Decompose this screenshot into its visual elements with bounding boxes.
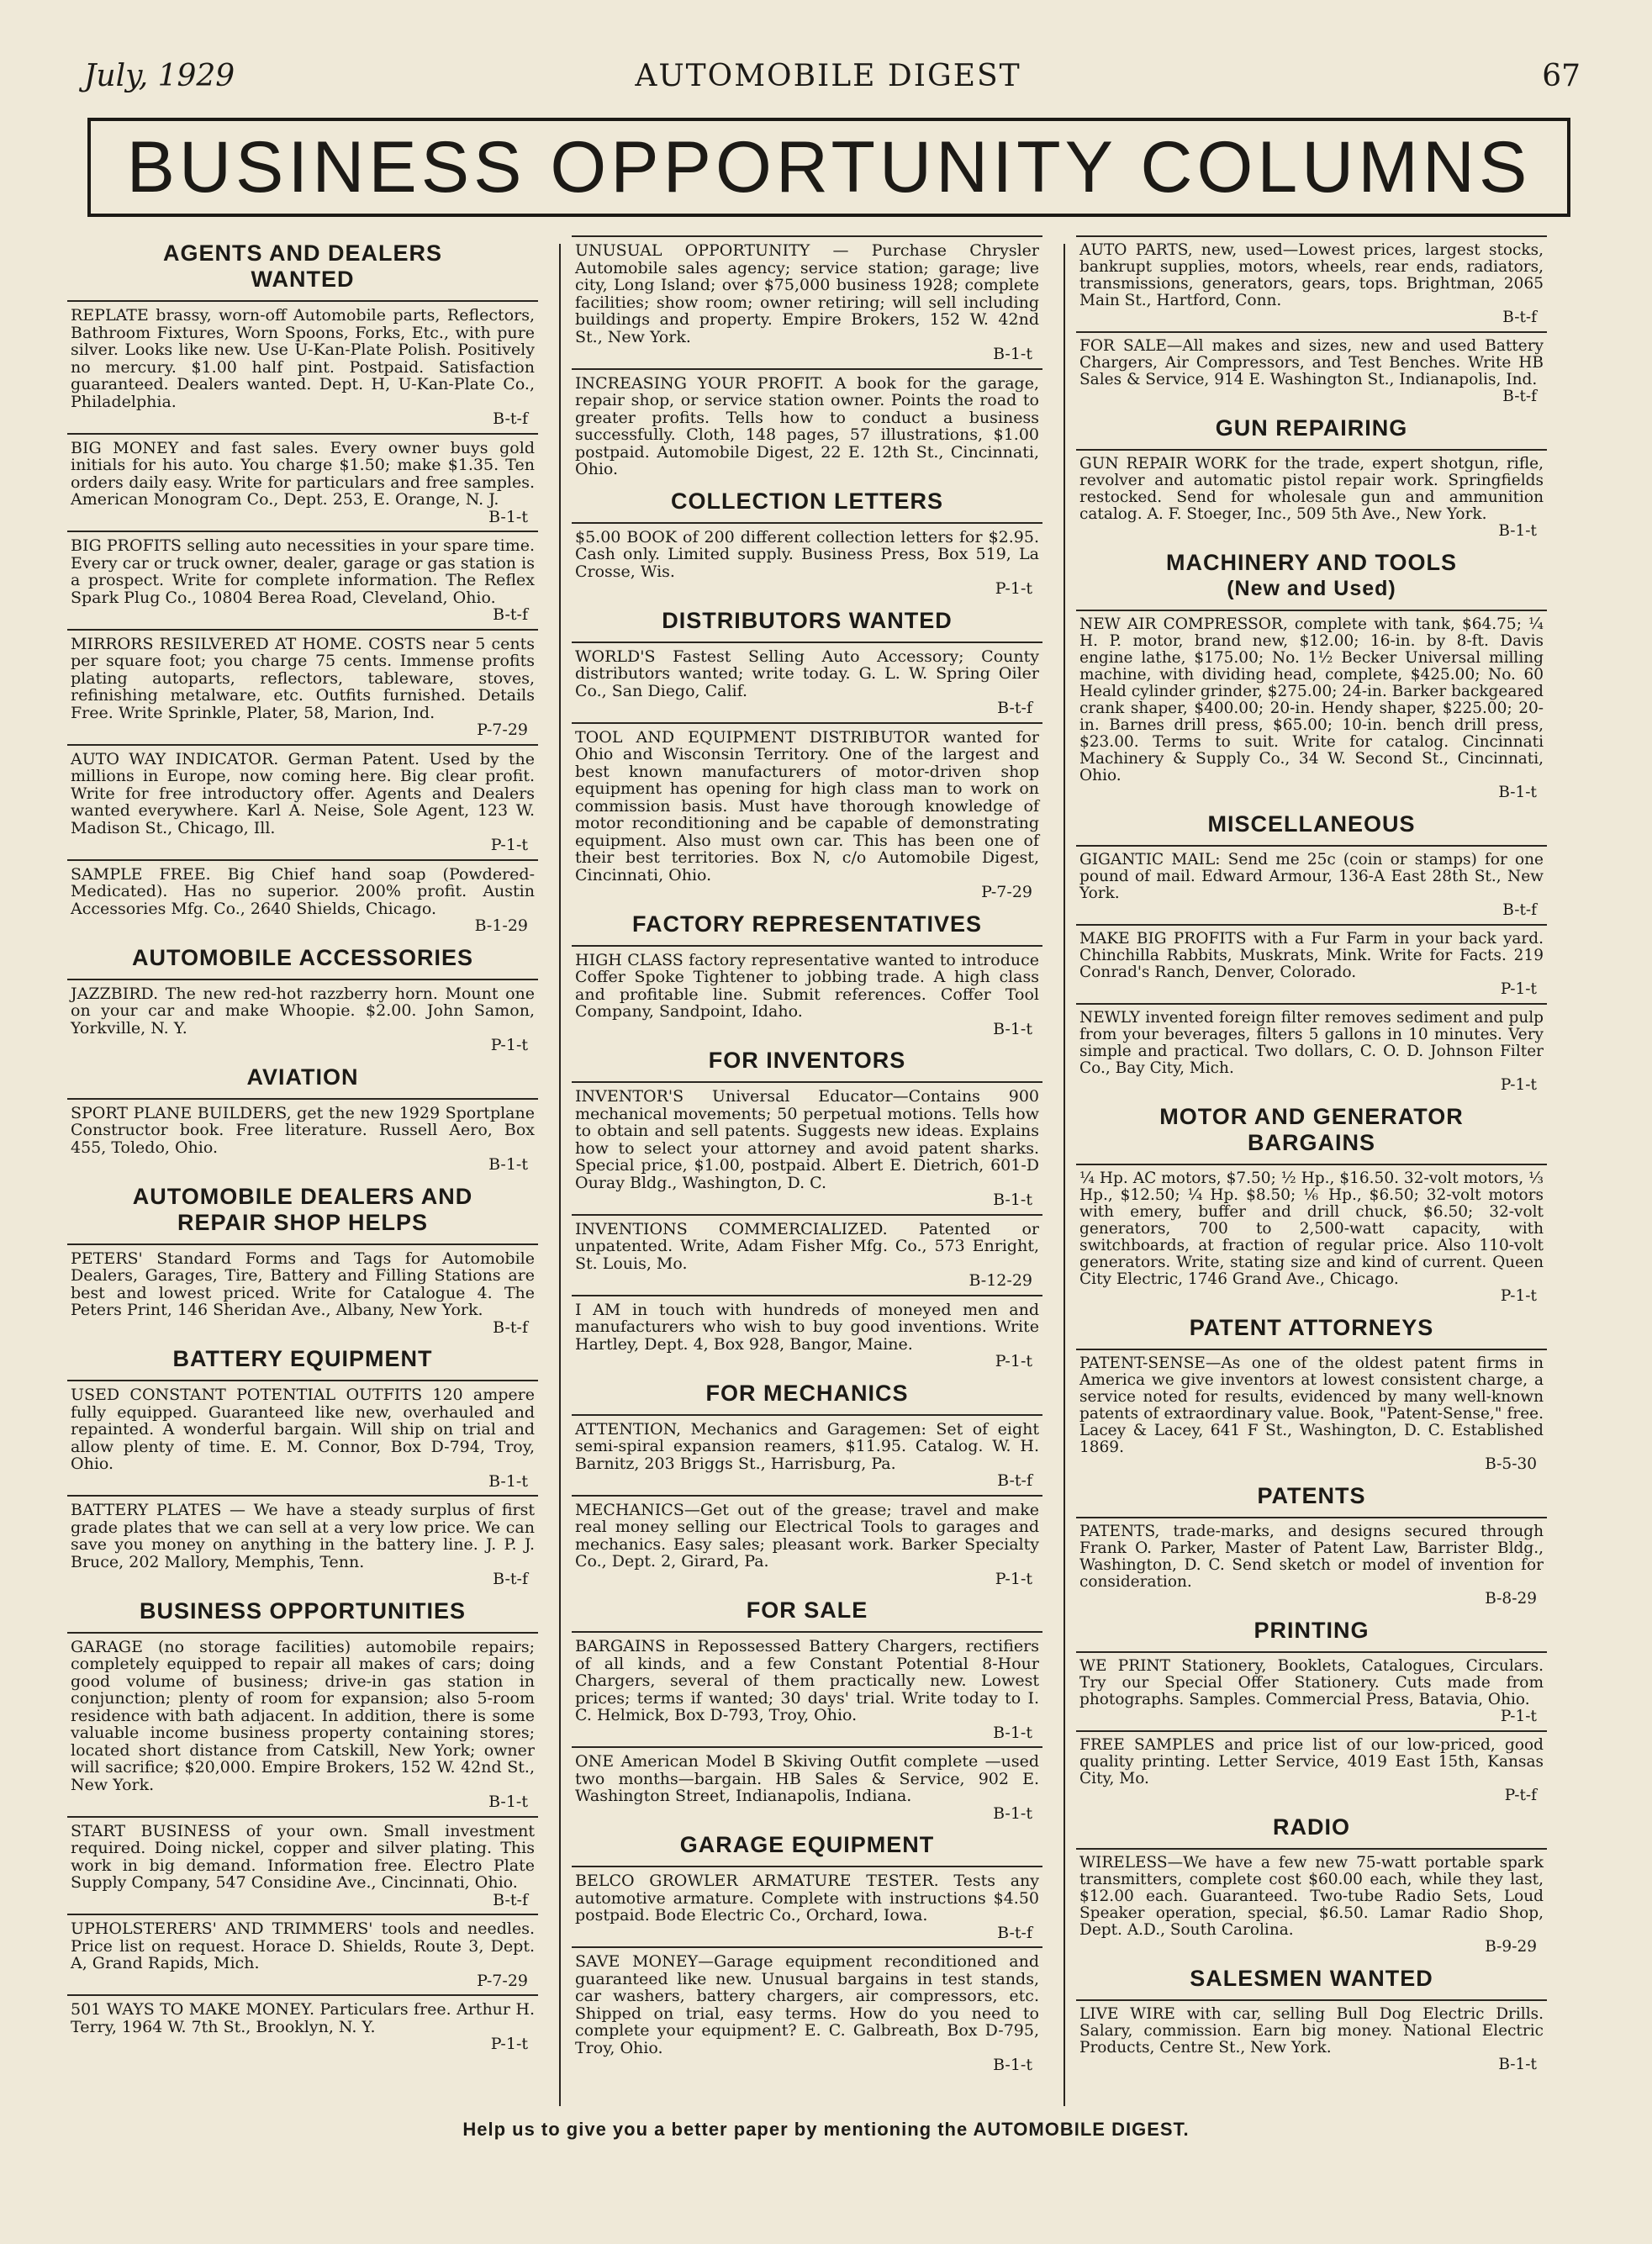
ad-code: P-1-t	[490, 1036, 528, 1054]
ad-code: P-1-t	[490, 836, 528, 854]
ad-code: P-1-t	[1500, 1076, 1537, 1094]
section-heading-line: FOR SALE	[746, 1597, 868, 1623]
classified-ad	[67, 300, 538, 433]
section-heading	[67, 945, 538, 971]
ad-code: P-1-t	[995, 579, 1032, 598]
classified-ad	[1076, 1164, 1547, 1310]
classified-ad	[572, 522, 1042, 603]
ad-text: LIVE WIRE with car, selling Bull Dog Electric Drills. Salary, commission. Earn big money. National Electric Products, Centre St., New York.	[1079, 2005, 1544, 2057]
column-rule	[559, 244, 561, 2106]
ad-code: B-t-f	[493, 1890, 528, 1909]
section-heading-line: WANTED	[251, 267, 355, 292]
ad-text: AUTO PARTS, new, used—Lowest prices, largest stocks, bankrupt supplies, motors, wheels, rear ends, radiators, transmissions, generators, gears, tops. Brightman, 2065 Main St., Hartford, Conn.	[1079, 241, 1544, 309]
ad-code: B-1-t	[993, 345, 1032, 363]
classified-ad	[572, 1746, 1042, 1827]
section-heading-line: AUTOMOBILE DEALERS AND	[132, 1183, 473, 1209]
section-heading	[572, 1832, 1042, 1858]
section-heading	[1076, 811, 1547, 837]
classified-ad	[572, 1866, 1042, 1946]
section-heading-line: FOR MECHANICS	[705, 1380, 909, 1406]
ad-text: WORLD'S Fastest Selling Auto Accessory; County distributors wanted; write today. G. L. W. Spring Oiler Co., San Diego, Calif.	[575, 647, 1039, 700]
classified-ad	[67, 1243, 538, 1342]
ad-text: BATTERY PLATES — We have a steady surplus of first grade plates that we can sell at a very low price. We can save you money on anything in the battery line. J. P. J. Bruce, 202 Mallory, Memphis, Tenn.	[71, 1501, 535, 1571]
section-heading-line: MISCELLANEOUS	[1207, 811, 1416, 837]
classified-ad	[67, 1098, 538, 1179]
classified-ad	[572, 1631, 1042, 1746]
ad-text: SAVE MONEY—Garage equipment reconditioned and guaranteed like new. Unusual bargains in test stands, car washers, battery chargers, air compressors, etc. Shipped on trial, easy terms. How do you need to complete your equipment? E. C. Galbreath, Box D-795, Troy, Ohio.	[575, 1952, 1039, 2057]
ad-code: B-1-t	[993, 2056, 1032, 2074]
ad-code: B-1-t	[488, 1155, 528, 1174]
section-heading	[1076, 1315, 1547, 1341]
column-left	[67, 235, 538, 2058]
ad-text: NEW AIR COMPRESSOR, complete with tank, $64.75; ¼ H. P. motor, brand new, $12.00; 16-in. by 8-ft. Davis engine lathe, $175.00; No. 1½ Becker Universal milling machine, with dividing head, complete, $425.00; No. 60 Heald cylinder grinder, $275.00; 24-in. Barker backgeared crank shaper, $400.00; 20-in. Hendy shaper, $225.00; 20-in. Barnes drill press, $65.00; 10-in. bench drill press, $23.00. Terms to suit. Write for catalog. Cincinnati Machinery & Supply Co., 34 W. Second St., Cincinnati, Ohio.	[1079, 615, 1544, 784]
ad-text: BARGAINS in Repossessed Battery Chargers, rectifiers of all kinds, and a few Constant Potential 8-Hour Chargers, several of them practically new. Lowest prices; terms if wanted; 30 days' trial. Write today to I. C. Helmick, Box D-793, Troy, Ohio.	[575, 1637, 1039, 1724]
section-heading-line: BATTERY EQUIPMENT	[172, 1346, 433, 1371]
section-heading	[572, 608, 1042, 634]
ad-text: FREE SAMPLES and price list of our low-priced, good quality printing. Letter Service, 4019 East 15th, Kansas City, Mo.	[1079, 1736, 1544, 1787]
section-heading	[572, 911, 1042, 937]
ad-text: INVENTIONS COMMERCIALIZED. Patented or unpatented. Write, Adam Fisher Mfg. Co., 573 Enright, St. Louis, Mo.	[575, 1219, 1039, 1273]
ad-code: B-8-29	[1485, 1590, 1537, 1608]
classified-ad	[572, 368, 1042, 483]
ad-code: B-1-t	[993, 1723, 1032, 1742]
ad-code: P-7-29	[477, 1971, 528, 1990]
section-heading-line: BARGAINS	[1247, 1130, 1375, 1155]
classified-ad	[67, 744, 538, 859]
classified-ad	[67, 1380, 538, 1495]
section-heading	[67, 1346, 538, 1372]
ad-text: PETERS' Standard Forms and Tags for Automobile Dealers, Garages, Tire, Battery and Filling Stations are best and lowest priced. Write for Catalogue 4. The Peters Print, 146 Sheridan Ave., Albany, New York.	[71, 1249, 535, 1319]
footer-note: Help us to give you a better paper by mentioning the AUTOMOBILE DIGEST.	[462, 2119, 1190, 2140]
classified-ad	[572, 945, 1042, 1043]
publication-title: AUTOMOBILE DIGEST	[635, 59, 1021, 93]
classified-ad	[67, 979, 538, 1059]
section-heading-line: FACTORY REPRESENTATIVES	[631, 911, 983, 937]
section-heading-line: MOTOR AND GENERATOR	[1159, 1104, 1464, 1129]
section-heading	[67, 240, 538, 293]
section-heading-line: AVIATION	[246, 1064, 359, 1090]
ad-code: B-1-29	[474, 916, 528, 935]
ad-code: B-1-t	[1498, 522, 1537, 540]
ad-code: B-5-30	[1485, 1455, 1537, 1473]
section-heading	[1076, 1483, 1547, 1509]
section-heading	[67, 1184, 538, 1236]
ad-code: B-1-t	[993, 1803, 1032, 1823]
page-number: 67	[1542, 59, 1581, 93]
ad-text: NEWLY invented foreign filter removes sediment and pulp from your beverages, filters 5 gallons in 10 minutes. Very simple and practical. Two dollars, C. O. D. Johnson Filter Co., Bay City, Mich.	[1079, 1009, 1544, 1077]
ad-text: GUN REPAIR WORK for the trade, expert shotgun, rifle, revolver and automatic pistol repair work. Springfields restocked. Send for wholesale gun and ammunition catalog. A. F. Stoeger, Inc., 509 5th Ave., New York.	[1079, 455, 1544, 523]
ad-text: $5.00 BOOK of 200 different collection letters for $2.95. Cash only. Limited supply. Business Press, Box 519, La Crosse, Wis.	[575, 527, 1039, 581]
classified-ad	[572, 1081, 1042, 1214]
ad-text: BIG MONEY and fast sales. Every owner buys gold initials for his auto. You charge $1.50; make $1.35. Ten orders daily easy. Write for particulars and free samples. American Monogram Co., Dept. 253, E. Orange, N. J.	[71, 438, 535, 509]
section-heading	[572, 1381, 1042, 1407]
section-heading	[572, 488, 1042, 515]
ad-code: B-1-t	[993, 1191, 1032, 1209]
classified-ad	[572, 1414, 1042, 1495]
section-heading-line: RADIO	[1273, 1814, 1350, 1840]
ad-text: ¼ Hp. AC motors, $7.50; ½ Hp., $16.50. 32-volt motors, ⅓ Hp., $12.50; ¼ Hp. $8.50; ⅙ Hp., $6.50; 32-volt motors with emery, buffer and drill chuck, $6.50; 32-volt generators, 700 to 2,500-watt capacity, with switchboards, at fraction of regular price. Also 110-volt generators. Write, stating size and kind of current. Queen City Electric, 1746 Grand Ave., Chicago.	[1079, 1170, 1544, 1288]
section-heading	[1076, 1966, 1547, 1992]
ad-code: B-9-29	[1485, 1938, 1537, 1956]
classified-ad	[67, 1495, 538, 1593]
section-heading	[67, 1598, 538, 1624]
section-heading-line: PATENT ATTORNEYS	[1189, 1315, 1434, 1340]
ad-code: B-1-t	[488, 1471, 528, 1491]
classified-ad	[1076, 1730, 1547, 1809]
ad-code: P-1-t	[490, 2035, 528, 2053]
ad-text: INCREASING YOUR PROFIT. A book for the garage, repair shop, or service station owner. Points the road to greater profits. Tells how to conduct a business successfully. Cloth, 148 pages, 57 illustrations, $1.00 postpaid. Automobile Digest, 22 E. 12th St., Cincinnati, Ohio.	[575, 373, 1039, 478]
ad-text: MAKE BIG PROFITS with a Fur Farm in your back yard. Chinchilla Rabbits, Muskrats, Mink. Write for Facts. 219 Conrad's Ranch, Denver, Colorado.	[1079, 930, 1544, 981]
classified-ad	[1076, 1349, 1547, 1478]
ad-text: MECHANICS—Get out of the grease; travel and make real money selling our Electrical Tools to garages and mechanics. Easy sales; pleasant work. Barker Specialty Co., Dept. 2, Girard, Pa.	[575, 1500, 1039, 1571]
ad-text: WIRELESS—We have a few new 75-watt portable spark transmitters, complete cost $60.00 each, while they last, $12.00 each. Guaranteed. Two-tube Radio Sets, Loud Speaker operation, special, $6.50. Lamar Radio Shop, Dept. A.D., South Carolina.	[1079, 1854, 1544, 1939]
ad-text: UPHOLSTERERS' AND TRIMMERS' tools and needles. Price list on request. Horace D. Shields, Route 3, Dept. A, Grand Rapids, Mich.	[71, 1919, 535, 1972]
ad-code: P-7-29	[477, 721, 528, 739]
ad-code: B-1-t	[488, 1793, 528, 1811]
ad-text: USED CONSTANT POTENTIAL OUTFITS 120 ampere fully equipped. Guaranteed like new, overhauled and repainted. A wonderful bargain. Will ship on trial and allow plenty of time. E. M. Connor, Box D-794, Troy, Ohio.	[71, 1386, 535, 1473]
section-heading	[1076, 415, 1547, 441]
ad-code: B-12-29	[969, 1271, 1032, 1290]
section-heading-line: GARAGE EQUIPMENT	[679, 1832, 935, 1857]
section-heading-line: PRINTING	[1254, 1618, 1370, 1643]
classified-ad	[67, 1816, 538, 1914]
section-heading	[572, 1597, 1042, 1624]
section-heading-line: BUSINESS OPPORTUNITIES	[139, 1597, 467, 1624]
ad-code: B-t-f	[493, 1570, 528, 1588]
section-heading-line: COLLECTION LETTERS	[671, 488, 943, 514]
section-heading-line: GUN REPAIRING	[1215, 415, 1408, 441]
classified-ad	[67, 433, 538, 531]
classified-ad	[572, 642, 1042, 722]
classified-ad	[572, 1295, 1042, 1375]
ad-code: B-t-f	[997, 1471, 1032, 1490]
ad-text: JAZZBIRD. The new red-hot razzberry horn. Mount one on your car and make Whoopie. $2.00. John Samon, Yorkville, N. Y.	[71, 984, 535, 1038]
ad-text: FOR SALE—All makes and sizes, new and used Battery Chargers, Air Compressors, and Test Benches. Write HB Sales & Service, 914 E. Washington St., Indianapolis, Ind.	[1079, 337, 1544, 388]
ad-code: B-t-f	[1502, 309, 1537, 326]
classified-ad	[1076, 610, 1547, 806]
ad-code: B-1-t	[993, 1019, 1032, 1038]
ad-text: SAMPLE FREE. Big Chief hand soap (Powdered-Medicated). Has no superior. 200% profit. Austin Accessories Mfg. Co., 2640 Shields, Chicago.	[71, 864, 535, 918]
ad-text: AUTO WAY INDICATOR. German Patent. Used by the millions in Europe, now coming here. Big clear profit. Write for free introductory offer. Agents and Dealers wanted everywhere. Karl A. Neise, Sole Agent, 123 W. Madison St., Chicago, Ill.	[71, 749, 535, 837]
classified-ad	[572, 1495, 1042, 1593]
classified-ad	[1076, 924, 1547, 1003]
ad-code: P-1-t	[1500, 1708, 1537, 1725]
classified-ad	[67, 531, 538, 629]
classified-ad	[1076, 1517, 1547, 1613]
section-heading-line: AUTOMOBILE ACCESSORIES	[131, 944, 474, 970]
classified-ad	[67, 859, 538, 940]
section-heading-line: SALESMEN WANTED	[1190, 1966, 1433, 1991]
section-heading-line: MACHINERY AND TOOLS	[1165, 550, 1458, 575]
classified-ad	[1076, 1848, 1547, 1961]
ad-code: P-1-t	[995, 1569, 1032, 1588]
ad-text: I AM in touch with hundreds of moneyed men and manufacturers who wish to buy good inventions. Write Hartley, Dept. 4, Box 928, Bangor, Maine.	[575, 1300, 1039, 1354]
classified-ad	[572, 1214, 1042, 1295]
classified-ad	[1076, 235, 1547, 331]
ad-text: WE PRINT Stationery, Booklets, Catalogues, Circulars. Try our Special Offer Stationery. Cuts made from photographs. Samples. Commercial Press, Batavia, Ohio.	[1079, 1657, 1544, 1708]
classified-ad	[572, 235, 1042, 368]
ad-code: B-1-t	[1498, 784, 1537, 801]
ad-code: B-t-f	[997, 1923, 1032, 1942]
section-heading-line: FOR INVENTORS	[708, 1048, 906, 1073]
ad-text: PATENTS, trade-marks, and designs secured through Frank O. Parker, Master of Patent Law, Barrister Bldg., Washington, D. C. Send sketch or model of invention for consideration.	[1079, 1523, 1544, 1591]
classified-ad	[572, 722, 1042, 906]
section-heading	[1076, 1104, 1547, 1156]
classified-ad	[1076, 1651, 1547, 1730]
ad-text: TOOL AND EQUIPMENT DISTRIBUTOR wanted for Ohio and Wisconsin Territory. One of the largest and best known manufacturers of motor-driven shop equipment has opening for high class man to work on commission basis. Must have thorough knowledge of motor reconditioning and be capable of demonstrating equipment. Also must own car. This has been one of their best territories. Box N, c/o Automobile Digest, Cincinnati, Ohio.	[575, 727, 1039, 884]
classified-ad	[1076, 1003, 1547, 1099]
ad-code: B-t-f	[1502, 388, 1537, 405]
ad-code: B-1-t	[1498, 2056, 1537, 2073]
section-heading-line: AGENTS AND DEALERS	[162, 240, 443, 266]
section-heading	[1076, 1814, 1547, 1840]
ad-code: B-t-f	[493, 1317, 528, 1337]
ad-text: PATENT-SENSE—As one of the oldest patent firms in America we give inventors at lowest consistent charge, a service noted for results, evidenced by many well-known patents of extraordinary value. Book, "Patent-Sense," free. Lacey & Lacey, 641 F St., Washington, D. C. Established 1869.	[1079, 1354, 1544, 1456]
ad-text: INVENTOR'S Universal Educator—Contains 900 mechanical movements; 50 perpetual motions. Tells how to obtain and sell patents. Suggests new ideas. Explains how to select your attorney and avoid patent sharks. Special price, $1.00, postpaid. Albert E. Dietrich, 601-D Ouray Bldg., Washington, D. C.	[575, 1087, 1039, 1192]
section-heading	[572, 1048, 1042, 1074]
section-heading	[1076, 1618, 1547, 1644]
classified-ad	[67, 1632, 538, 1816]
ad-code: P-t-f	[1504, 1787, 1537, 1804]
section-heading-line: REPAIR SHOP HELPS	[177, 1209, 429, 1235]
ad-text: SPORT PLANE BUILDERS, get the new 1929 Sportplane Constructor book. Free literature. Russell Aero, Box 455, Toledo, Ohio.	[71, 1103, 535, 1157]
section-subheading: (New and Used)	[1227, 577, 1396, 600]
classified-ad	[572, 1946, 1042, 2079]
column-right	[1076, 235, 1547, 2078]
ad-code: B-t-f	[997, 699, 1032, 717]
running-header	[76, 59, 1581, 101]
ad-code: P-1-t	[995, 1352, 1032, 1370]
ad-code: P-1-t	[1500, 1287, 1537, 1305]
ad-text: UNUSUAL OPPORTUNITY — Purchase Chrysler Automobile sales agency; service station; garage; live city, Long Island; over $75,000 business 1928; complete facilities; show room; owner retiring; will sell including buildings and property. Empire Brokers, 152 W. 42nd St., New York.	[575, 241, 1039, 346]
ad-code: P-7-29	[981, 883, 1032, 901]
section-heading-line: DISTRIBUTORS WANTED	[662, 607, 953, 633]
page-banner: BUSINESS OPPORTUNITY COLUMNS	[87, 118, 1570, 217]
ad-text: GARAGE (no storage facilities) automobile repairs; completely equipped to repair all makes of cars; doing good volume of business; drive-in gas station in conjunction; plenty of room for expansion; also 5-room residence with bath adjacent. In addition, there is some valuable income business property containing stores; located short distance from Catskill, New York; owner will sacrifice; $20,000. Empire Brokers, 152 W. 42nd St., New York.	[71, 1637, 535, 1794]
classified-ad	[67, 629, 538, 744]
classified-ad	[1076, 449, 1547, 545]
ad-text: REPLATE brassy, worn-off Automobile parts, Reflectors, Bathroom Fixtures, Worn Spoons, Forks, Etc., with pure silver. Looks like new. Use U-Kan-Plate Polish. Positively no mercury. $1.00 half pint. Postpaid. Satisfaction guaranteed. Dealers wanted. Dept. H, U-Kan-Plate Co., Philadelphia.	[71, 306, 535, 411]
ad-code: P-1-t	[1500, 980, 1537, 998]
classified-ad	[67, 1914, 538, 1994]
issue-date: July, 1929	[84, 59, 235, 93]
classified-ad	[1076, 331, 1547, 410]
classified-ad	[1076, 1999, 1547, 2078]
ad-text: 501 WAYS TO MAKE MONEY. Particulars free. Arthur H. Terry, 1964 W. 7th St., Brooklyn, N. Y.	[71, 2000, 535, 2036]
ad-text: START BUSINESS of your own. Small investment required. Doing nickel, copper and silver plating. This work in big demand. Information free. Electro Plate Supply Company, 547 Considine Ave., Cincinnati, Ohio.	[71, 1821, 535, 1892]
section-heading	[1076, 550, 1547, 602]
section-heading	[67, 1064, 538, 1090]
ad-text: BIG PROFITS selling auto necessities in your spare time. Every car or truck owner, dealer, garage or gas station is a prospect. Write for complete information. The Reflex Spark Plug Co., 10804 Berea Road, Cleveland, Ohio.	[71, 536, 535, 607]
ad-text: BELCO GROWLER ARMATURE TESTER. Tests any automotive armature. Complete with instructions $4.50 postpaid. Bode Electric Co., Orchard, Iowa.	[575, 1872, 1039, 1925]
classified-ad	[67, 1994, 538, 2058]
ad-text: MIRRORS RESILVERED AT HOME. COSTS near 5 cents per square foot; you charge 75 cents. Immense profits plating autoparts, reflectors, tableware, stoves, refinishing metalware, etc. Outfits furnished. Details Free. Write Sprinkle, Plater, 58, Marion, Ind.	[71, 634, 535, 722]
classified-ad	[1076, 845, 1547, 924]
section-heading-line: PATENTS	[1257, 1483, 1366, 1508]
ad-code: B-t-f	[1502, 901, 1537, 919]
ad-code: B-1-t	[488, 507, 528, 526]
ad-code: B-t-f	[493, 409, 528, 428]
ad-text: ATTENTION, Mechanics and Garagemen: Set of eight semi-spiral expansion reamers, $11.95. Catalog. W. H. Barnitz, 203 Briggs St., Harrisburg, Pa.	[575, 1419, 1039, 1473]
column-rule	[1064, 244, 1065, 2106]
column-middle	[572, 235, 1042, 2079]
ad-text: ONE American Model B Skiving Outfit complete —used two months—bargain. HB Sales & Service, 902 E. Washington Street, Indianapolis, Indiana.	[575, 1752, 1039, 1805]
ad-text: GIGANTIC MAIL: Send me 25c (coin or stamps) for one pound of mail. Edward Armour, 136-A East 28th St., New York.	[1079, 851, 1544, 902]
ad-text: HIGH CLASS factory representative wanted to introduce Coffer Spoke Tightener to jobbing trade. A high class and profitable line. Submit references. Coffer Tool Company, Sandpoint, Idaho.	[575, 950, 1039, 1021]
ad-code: B-t-f	[493, 605, 528, 624]
